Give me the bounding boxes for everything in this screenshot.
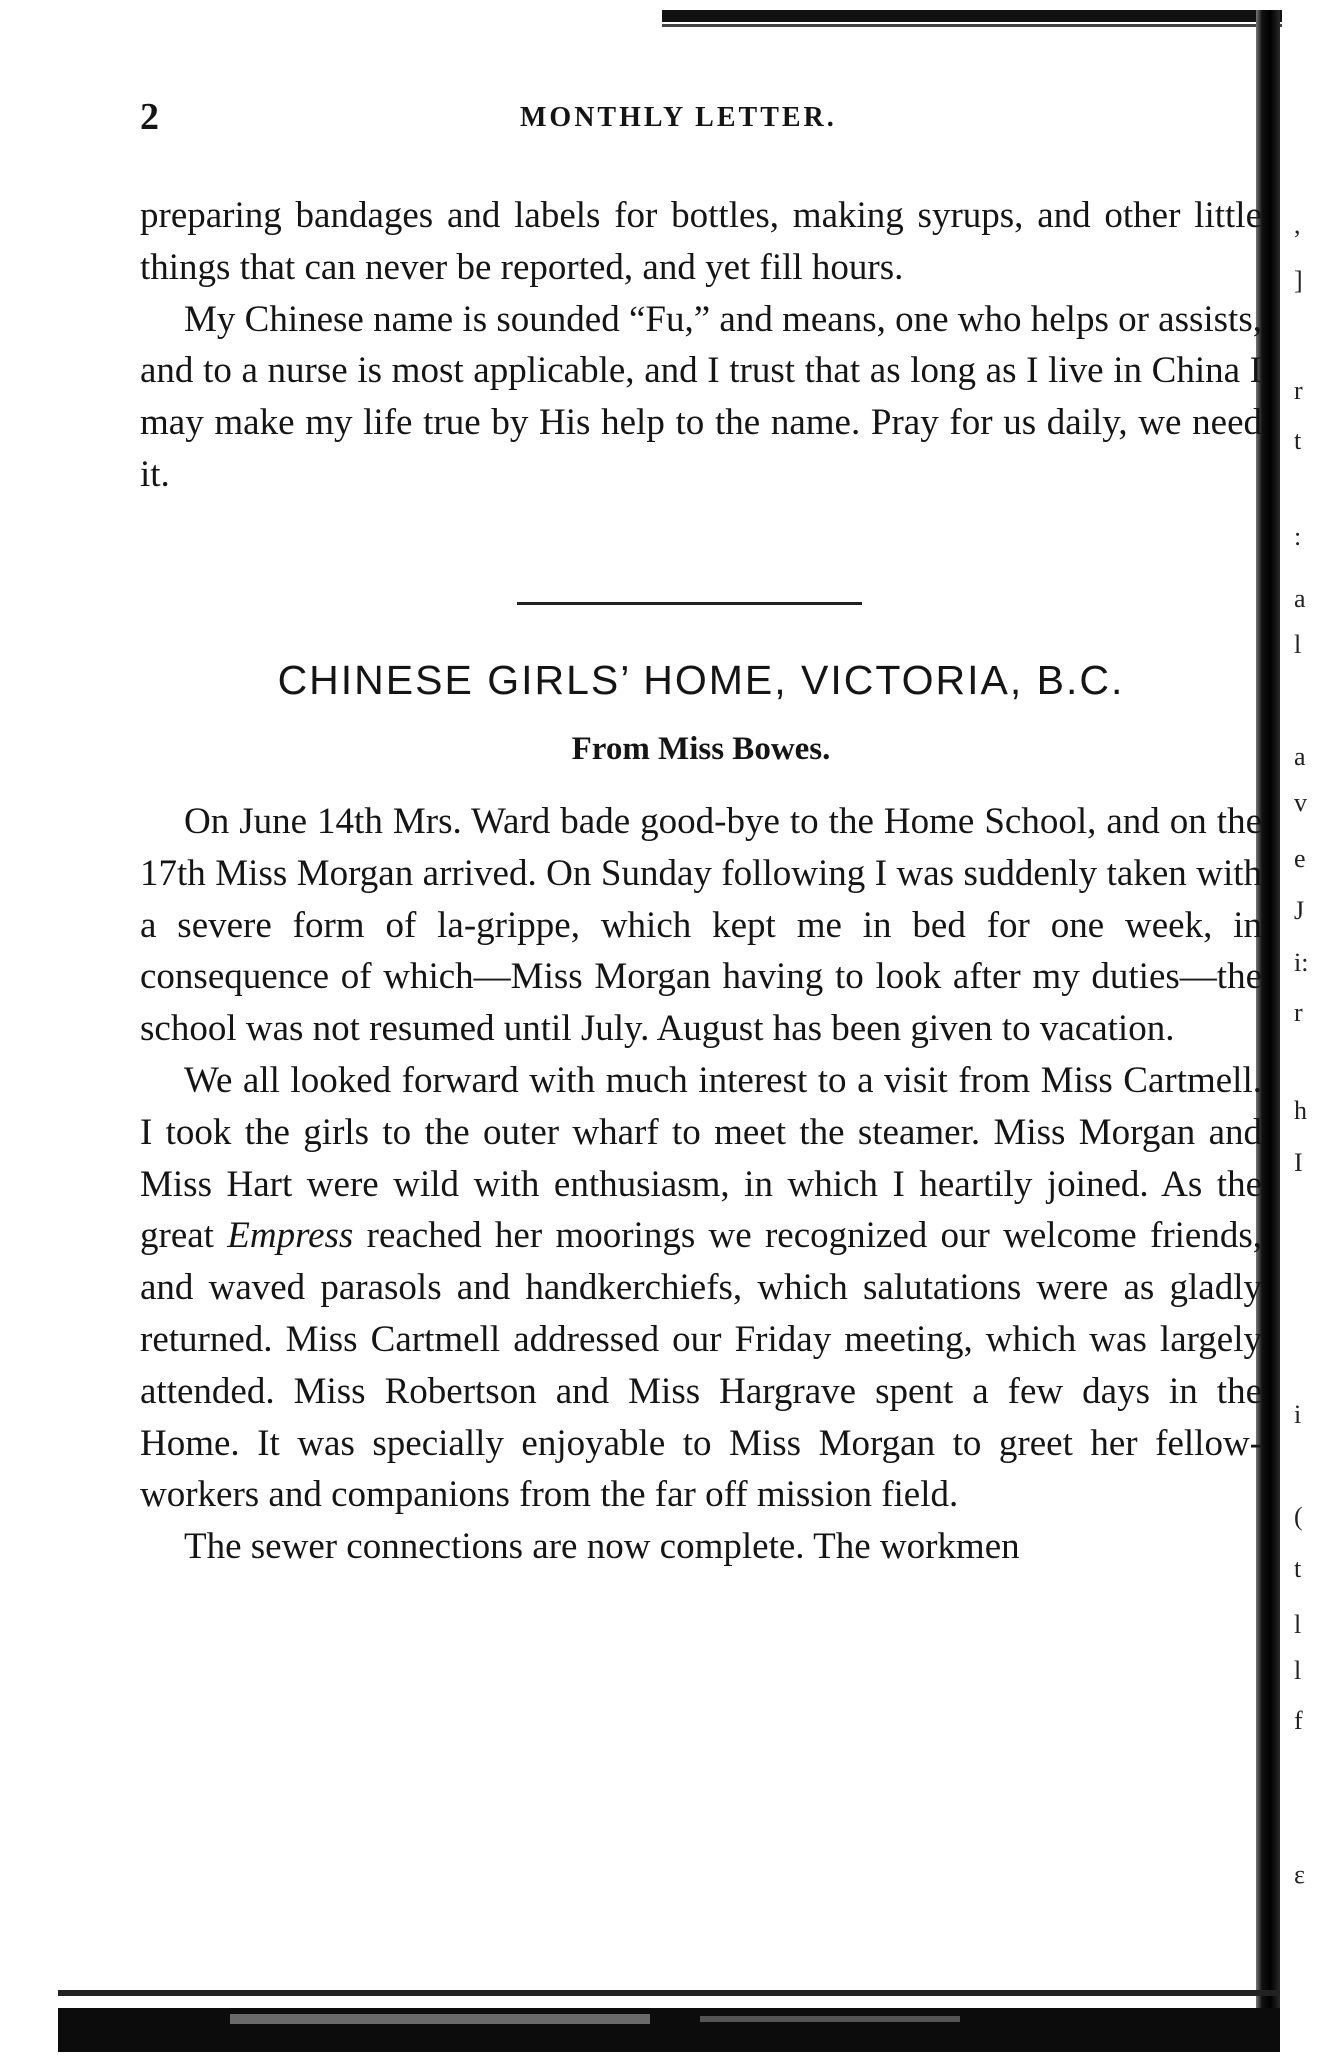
top-border-artifact-thin bbox=[662, 24, 1282, 27]
top-border-artifact bbox=[662, 10, 1282, 22]
paragraph: preparing bandages and labels for bottles, making syrups, and other little things that can never be reported, and yet fill hours. bbox=[140, 195, 1262, 288]
bottom-border-highlight-2 bbox=[700, 2016, 960, 2022]
margin-fragment: ε bbox=[1294, 1860, 1305, 1889]
ship-name: Empress bbox=[227, 1215, 354, 1257]
paragraph: On June 14th Mrs. Ward bade good-bye to the Home School, and on the 17th Miss Morgan arrived. On Sunday following I was suddenly taken with a severe form of la-grippe, which kept me in bed for one week, in consequence of which—Miss Morgan having to look after my duties—the school was not resumed until July. August has been given to vacation. bbox=[140, 801, 1262, 1050]
margin-fragment: i bbox=[1294, 1400, 1302, 1429]
bottom-border-highlight bbox=[230, 2014, 650, 2024]
margin-fragment: , bbox=[1294, 210, 1301, 239]
bottom-border-line bbox=[58, 1990, 1280, 1996]
section-divider bbox=[517, 602, 862, 605]
margin-fragment: t bbox=[1294, 1554, 1302, 1583]
margin-fragment: : bbox=[1294, 522, 1302, 551]
facing-page-fragments bbox=[1294, 0, 1334, 2057]
paragraph: My Chinese name is sounded “Fu,” and means, one who helps or assists, and to a nurse is most applicable, and I trust that as long as I live in China I may make my life true by His help to the name. Pray for us daily, we need it. bbox=[140, 298, 1262, 495]
paragraph bbox=[140, 1055, 1262, 1521]
margin-fragment: ] bbox=[1294, 266, 1303, 295]
section-byline: From Miss Bowes. bbox=[571, 731, 831, 767]
section-title: CHINESE GIRLS’ HOME, VICTORIA, B.C. bbox=[277, 657, 1125, 703]
margin-fragment: l bbox=[1294, 630, 1302, 659]
section-text bbox=[140, 796, 1262, 1573]
running-title: MONTHLY LETTER. bbox=[520, 102, 837, 133]
margin-fragment: l bbox=[1294, 1610, 1302, 1639]
margin-fragment: r bbox=[1294, 998, 1303, 1027]
margin-fragment: ( bbox=[1294, 1502, 1303, 1531]
text-run: reached her moorings we recognized our welcome friends, and waved parasols and handkerchiefs, which salutations were as gladly returned. Miss Cartmell addressed our Friday meeting, which was largely attended. Miss Robertson and Miss Hargrave spent a few days in the Home. It was specially enjoyable to Miss Morgan to greet her fellow-workers and companions from the far off mission field. bbox=[140, 1215, 1262, 1516]
margin-fragment: J bbox=[1294, 896, 1305, 925]
margin-fragment: l bbox=[1294, 1656, 1302, 1685]
margin-fragment: e bbox=[1294, 844, 1306, 873]
margin-fragment: t bbox=[1294, 426, 1302, 455]
page-number: 2 bbox=[140, 96, 159, 138]
paragraph: The sewer connections are now complete. The workmen bbox=[184, 1526, 1020, 1568]
margin-fragment: h bbox=[1294, 1096, 1307, 1125]
margin-fragment: r bbox=[1294, 376, 1303, 405]
margin-fragment: I bbox=[1294, 1148, 1303, 1177]
margin-fragment: f bbox=[1294, 1706, 1303, 1735]
intro-text bbox=[140, 190, 1262, 501]
margin-fragment: a bbox=[1294, 742, 1306, 771]
margin-fragment: a bbox=[1294, 584, 1306, 613]
margin-fragment: v bbox=[1294, 788, 1307, 817]
text-run: We all looked forward with much interest to a visit from Miss Cartmell. I took the girls to the outer wharf to meet the steamer. Miss Morgan and Miss Hart were wild with enthusiasm, in which I heartily joined. As the great bbox=[140, 1059, 1262, 1257]
margin-fragment: i: bbox=[1294, 948, 1309, 977]
